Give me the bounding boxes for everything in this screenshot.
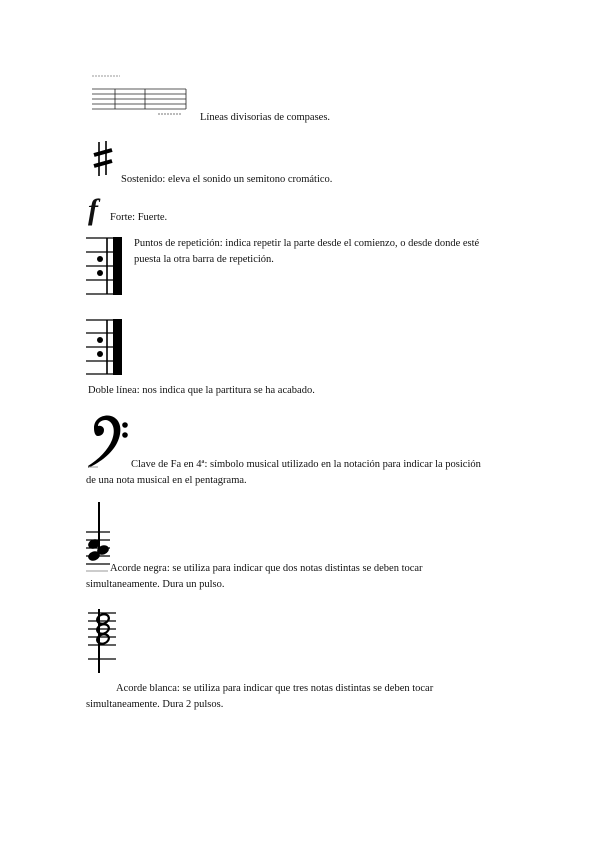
repeat-label-line1: Puntos de repetición: indica repetir la parte desde el comienzo, o desde donde esté (134, 238, 480, 249)
double-line-label: Doble línea: nos indica que la partitura se ha acabado. (88, 385, 315, 396)
black-chord-label-line1: Acorde negra: se utiliza para indicar que dos notas distintas se deben tocar (110, 563, 423, 574)
double-line-icon (86, 318, 124, 378)
white-chord-label-line1: Acorde blanca: se utiliza para indicar que tres notas distintas se deben tocar (116, 683, 434, 694)
white-chord-label-line2: simultaneamente. Dura 2 pulsos. (86, 699, 224, 710)
sharp-icon (92, 140, 114, 178)
barlines-image (90, 72, 190, 118)
forte-label: Forte: Fuerte. (110, 212, 168, 223)
sharp-label: Sostenido: eleva el sonido un semitono cromático. (121, 174, 333, 185)
bass-clef-label-line1: Clave de Fa en 4ª: símbolo musical utilizado en la notación para indicar la posición (131, 459, 481, 470)
black-chord-label-line2: simultaneamente. Dura un pulso. (86, 579, 225, 590)
forte-icon: f (88, 193, 98, 226)
barlines-label: Líneas divisorias de compases. (200, 112, 331, 123)
repeat-label-line2: puesta la otra barra de repetición. (134, 254, 274, 265)
bass-clef-icon (86, 412, 132, 470)
white-chord-icon (86, 605, 120, 675)
repeat-sign-icon (86, 236, 124, 298)
bass-clef-label-line2: de una nota musical en el pentagrama. (86, 475, 247, 486)
